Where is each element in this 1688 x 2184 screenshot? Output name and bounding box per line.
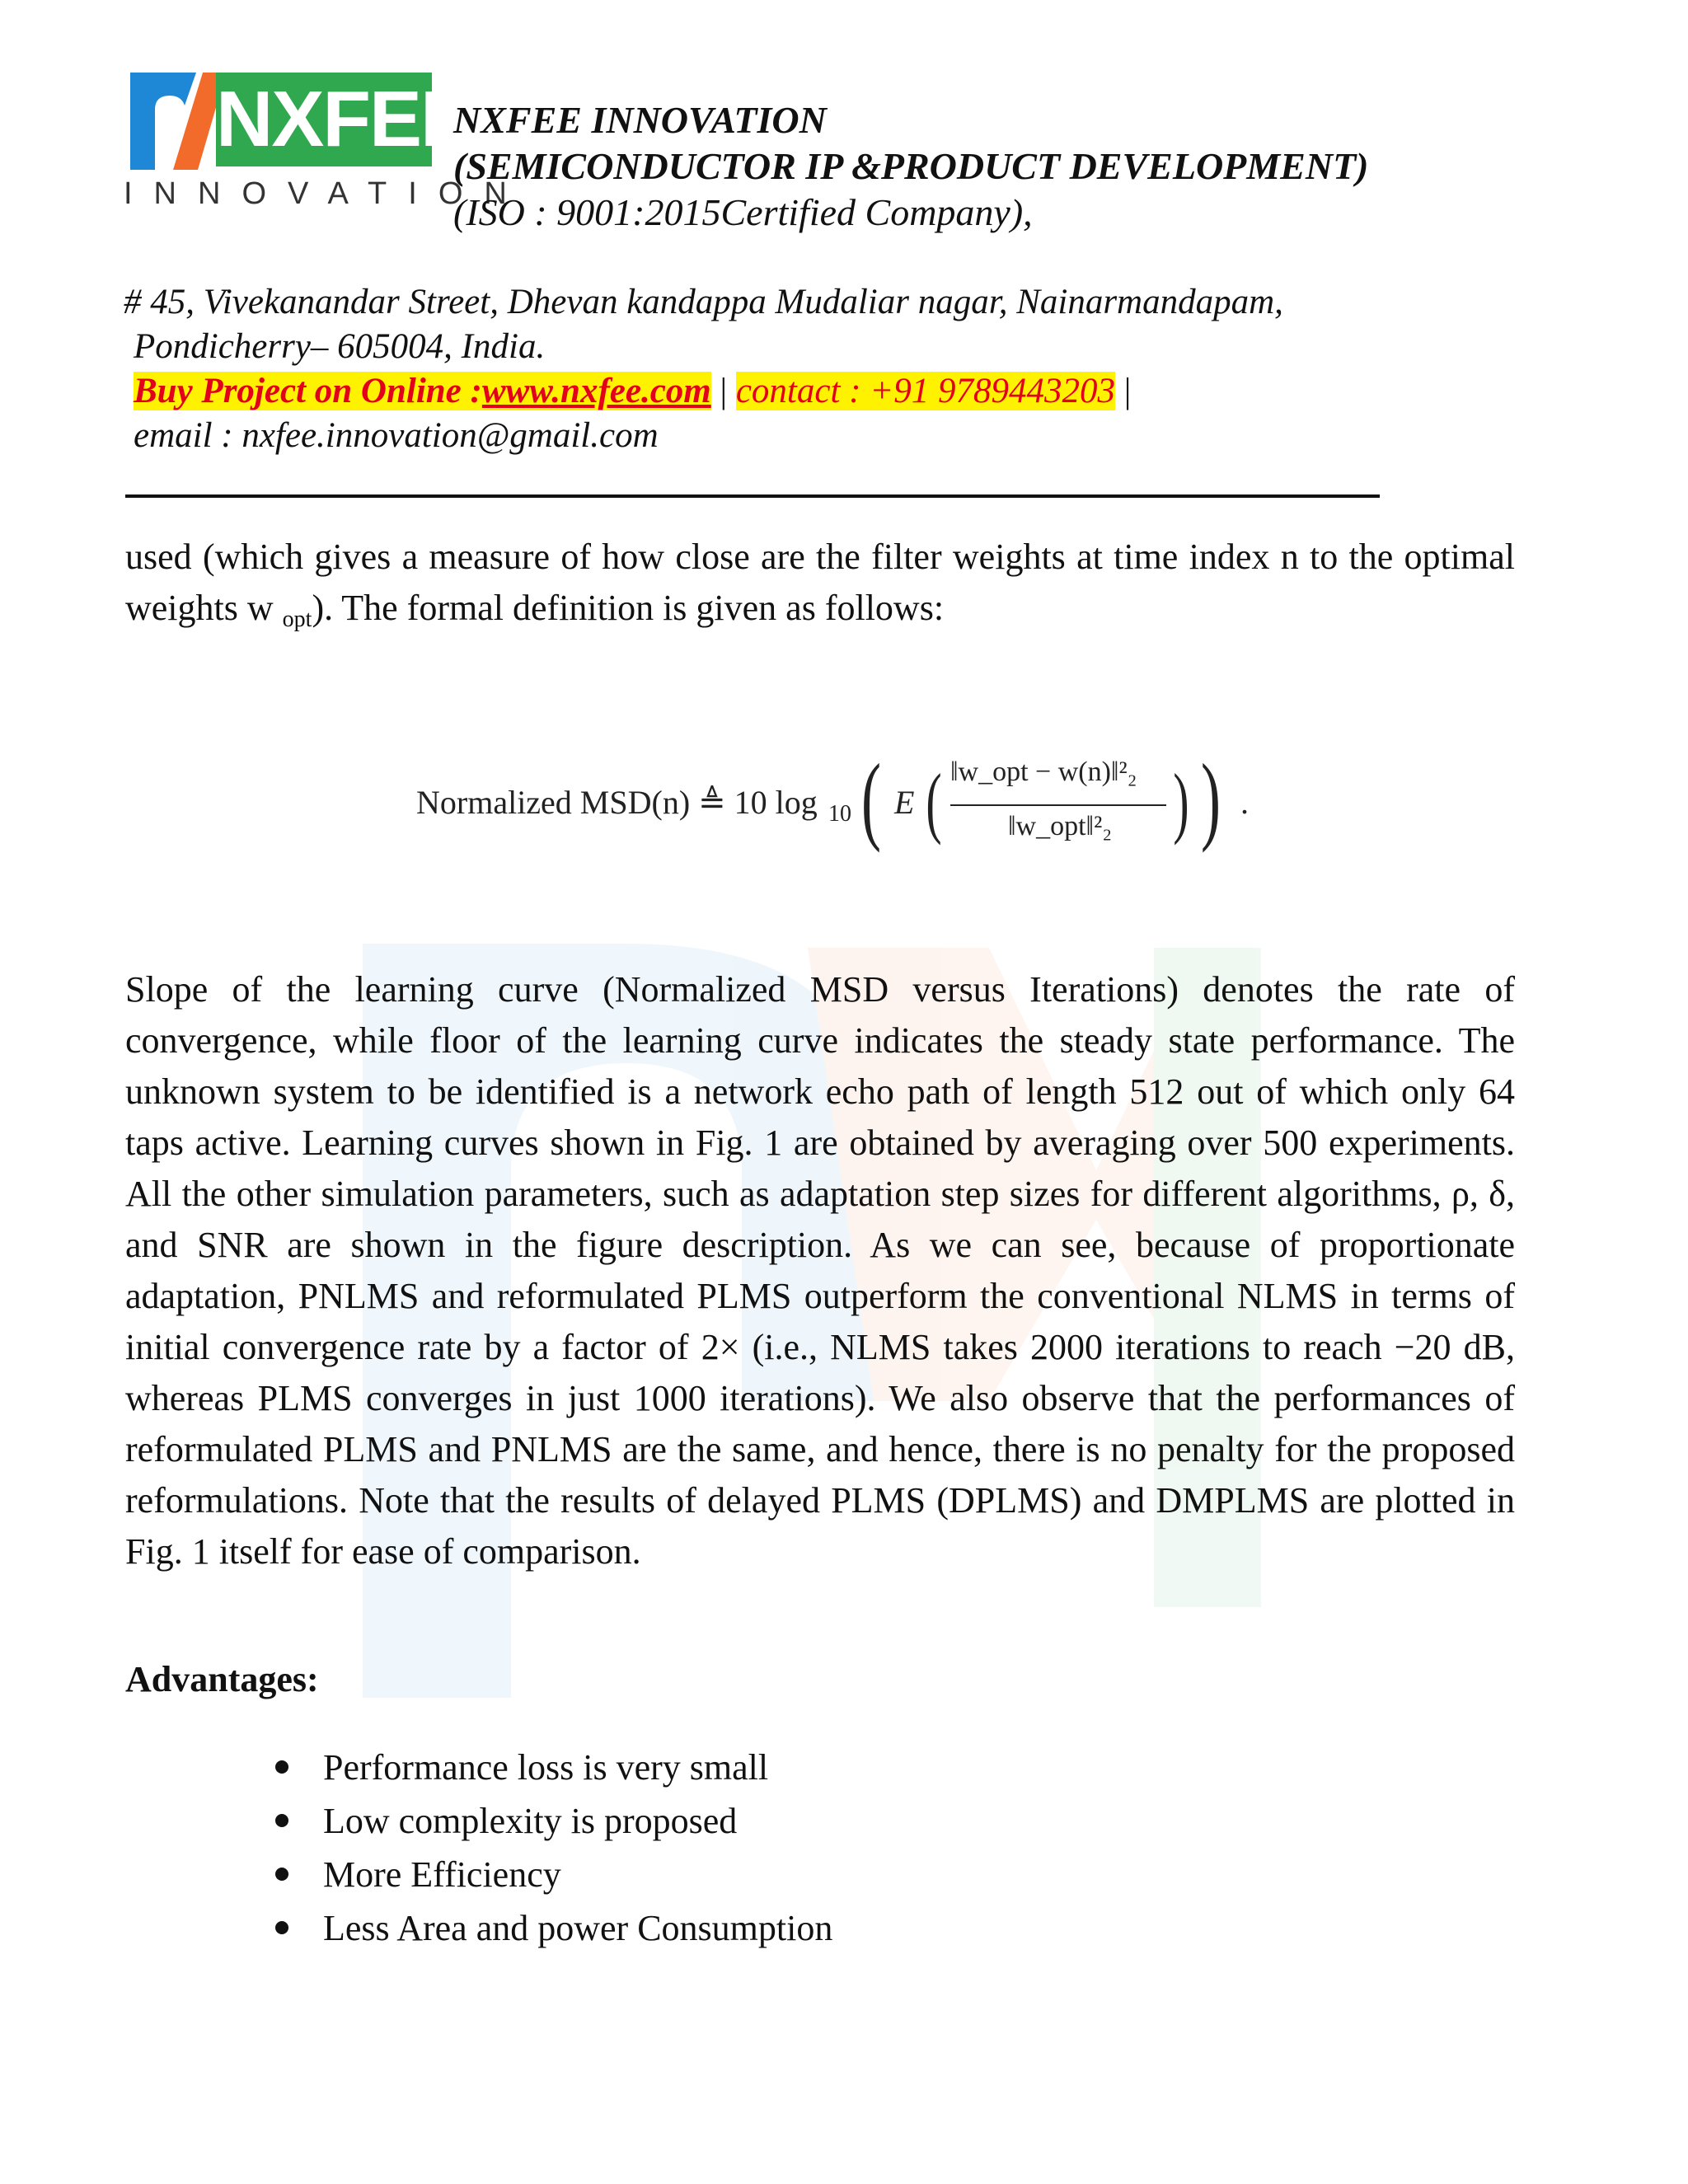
buy-online-label: Buy Project on Online :www.nxfee.com	[134, 372, 711, 410]
msd-formula	[416, 742, 1257, 865]
contact-line	[124, 369, 1283, 414]
address-block	[124, 280, 1283, 458]
header-divider	[125, 494, 1380, 498]
formula-paren-close: )	[1200, 743, 1221, 853]
separator: |	[1123, 372, 1132, 410]
formula-numerator: ‖w_opt − w(n)‖²₂	[950, 757, 1137, 787]
formula-fraction-bar	[950, 804, 1166, 806]
body-paragraph: Slope of the learning curve (Normalized MSD versus Iterations) denotes the rate of convergence, while floor of the learning curve indicates the steady state performance. The unknown system to be identified is a network echo path of length 512 out of which only 64 taps active. Learning curves shown in Fig. 1 are obtained by averaging over 500 experiments. All the other simulation parameters, such as adaptation step sizes for different algorithms, ρ, δ, and SNR are shown in the figure description. As we can see, because of proportionate adaptation, PNLMS and reformulated PLMS outperform the conventional NLMS in terms of initial convergence rate by a factor of 2× (i.e., NLMS takes 2000 iterations to reach −20 dB, whereas PLMS converges in just 1000 iterations). We also observe that the performances of reformulated PLMS and PNLMS are the same, and hence, there is no penalty for the proposed reformulations. Note that the results of delayed PLMS (DPLMS) and DMPLMS are plotted in Fig. 1 itself for ease of comparison.	[125, 969, 1515, 1572]
list-item: More Efficiency	[272, 1848, 832, 1901]
email-line[interactable]: email : nxfee.innovation@gmail.com	[134, 416, 659, 455]
advantages-heading: Advantages:	[125, 1659, 319, 1699]
formula-lhs: Normalized MSD(n) ≜ 10 log	[416, 784, 818, 821]
logo-wordmark: NXFEE	[216, 73, 432, 166]
list-item: Performance loss is very small	[272, 1741, 832, 1794]
company-tagline: (SEMICONDUCTOR IP &PRODUCT DEVELOPMENT)	[453, 145, 1369, 187]
contact-phone: contact : +91 9789443203	[735, 372, 1115, 410]
bullet-icon	[275, 1921, 288, 1934]
formula-log-base: 10	[828, 801, 851, 827]
formula-paren-open: (	[860, 743, 881, 853]
company-certification: (ISO : 9001:2015Certified Company),	[453, 191, 1033, 233]
address-line-1: # 45, Vivekanandar Street, Dhevan kandappa Mudaliar nagar, Nainarmandapam,	[124, 283, 1283, 321]
list-item: Less Area and power Consumption	[272, 1901, 832, 1955]
bullet-icon	[275, 1760, 288, 1774]
company-logo	[124, 68, 528, 224]
intro-paragraph: used (which gives a measure of how close are the filter weights at time index n to the optimal weights w $_{opt}$). The formal definition is given as follows:	[125, 537, 1515, 632]
nx-mark-icon	[130, 73, 221, 170]
bullet-icon	[275, 1868, 288, 1881]
company-block	[453, 97, 1369, 236]
bullet-icon	[275, 1814, 288, 1827]
address-line-2: Pondicherry– 605004, India.	[134, 327, 546, 366]
formula-paren-open-inner: (	[926, 757, 942, 846]
company-name: NXFEE INNOVATION	[453, 99, 827, 141]
website-link[interactable]: www.nxfee.com	[481, 372, 711, 410]
subscript-opt: opt	[282, 607, 312, 632]
formula-expectation: E	[894, 784, 915, 821]
logo-subtitle: INNOVATION	[124, 176, 528, 211]
formula-paren-close-inner: )	[1173, 757, 1189, 846]
separator: |	[720, 372, 728, 410]
formula-terminator: .	[1240, 784, 1249, 821]
list-item: Low complexity is proposed	[272, 1794, 832, 1848]
formula-denominator: ‖w_opt‖²₂	[1008, 811, 1113, 841]
advantages-list	[272, 1741, 832, 1955]
